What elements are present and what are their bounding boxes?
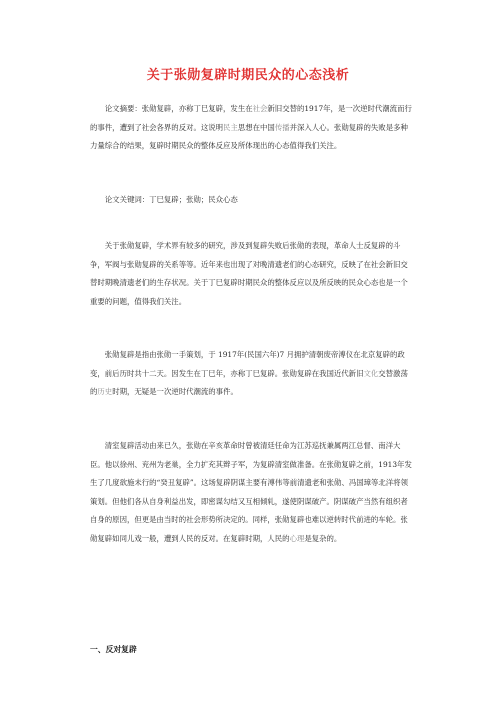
abstract-text-2: 新旧交替的1917年，是一次逆时代潮流而行的事件，遭到了社会各界的反对。这说明 xyxy=(90,104,412,132)
keywords-text: 论文关键词：丁巳复辟；张勋；民众心态 xyxy=(104,195,238,204)
body-paragraph-2-text-1: 张勋复辟是指由张勋一手策划，于 1917年(民国六年)7 月拥护清朝废帝溥仪在北京复辟的政变，前后历时共十二天。因发生在丁巳年，亦称丁巳复辟。张勋复辟在我国近代新旧 xyxy=(90,350,405,378)
keywords-paragraph xyxy=(90,191,414,210)
body-paragraph-3-text-1: 清室复辟活动由来已久，张勋在辛亥革命时曾被清廷任命为江苏巡抚兼属两江总督、南洋大臣。他以徐州、兖州为老巢，全力扩充其辫子军，为复辟清室做准备。在张勋复辟之前，1913年发生了几度欲施未行的“癸丑复辟”。这场复辟阴谋主要有溥伟等前清遗老和张勋、冯国璋等北洋将领策划。但他们各从自身利益出发，即密谋勾结又互相倾轧，遂使阴谋破产。阴谋破产当然有组织者自身的原因，但更是由当时的社会形势所决定的。同样，张勋复辟也难以逆转时代前进的车轮。张勋复辟如同儿戏一般，遭到人民的反对。在复辟时期，人民的 xyxy=(90,441,412,543)
abstract-link-spread: 传播 xyxy=(274,122,290,132)
section-heading-1: 一、反对复辟 xyxy=(90,645,137,654)
body-paragraph-1 xyxy=(90,237,414,311)
abstract-link-democracy: 民主 xyxy=(223,122,238,132)
body-paragraph-1-text: 关于张勋复辟，学术界有较多的研究，涉及到复辟失败后张勋的表现，革命人士反复辟的斗争，军阀与张勋复辟的关系等等。近年来也出现了对晚清遗老们的心态研究，反映了在社会新旧交替时期晚清遗老们的生存状况。关于丁巳复辟时期民众的整体反应以及所反映的民众心态也是一个重要的问题，值得我们关注。 xyxy=(90,241,408,306)
body-link-history: 历史 xyxy=(97,387,113,396)
body-paragraph-3-text-2: 是复杂的。 xyxy=(304,533,342,543)
abstract-text-4: 并深入人心。张勋复辟的失败是多种力量综合的结果，复辟时期民众的整体反应及所体现出的心态值得我们关注。 xyxy=(90,122,408,150)
body-link-culture: 文化 xyxy=(363,368,379,378)
abstract-text-3: 思想在中国 xyxy=(237,122,275,132)
body-paragraph-2 xyxy=(90,346,414,402)
body-paragraph-2-text-3: 时期，无疑是一次逆时代潮流的事件。 xyxy=(112,387,238,396)
abstract-link-society: 社会 xyxy=(252,104,268,113)
document-title: 关于张勋复辟时期民众的心态浅析 xyxy=(146,68,350,83)
body-paragraph-3 xyxy=(90,437,414,548)
abstract-text-1: 论文摘要：张勋复辟，亦称丁巳复辟，发生在 xyxy=(104,104,253,113)
body-paragraph-2-text-2: 交替激荡的 xyxy=(90,368,408,396)
abstract-paragraph xyxy=(90,100,414,156)
body-link-psychology: 心理 xyxy=(289,533,305,543)
